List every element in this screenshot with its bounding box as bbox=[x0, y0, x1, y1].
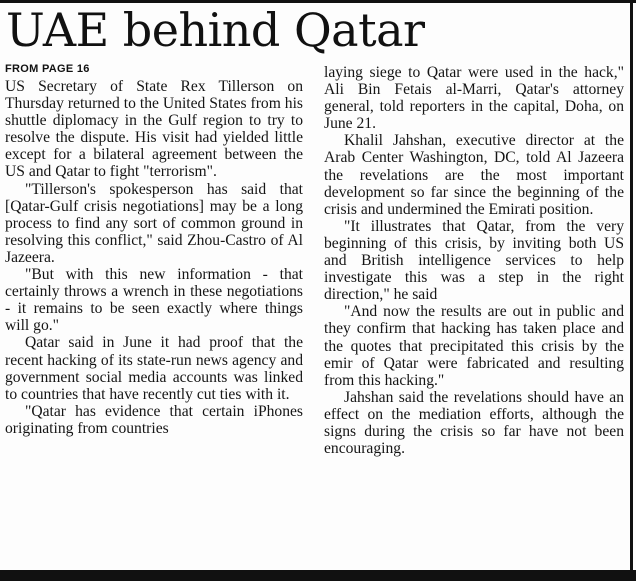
paragraph: Khalil Jahshan, executive director at the Arab Center Washington, DC, told Al Jazeera the revelations are the most important development so far since the beginning of the crisis and undermined the Emirati position. bbox=[324, 132, 624, 218]
continuation-kicker: FROM PAGE 16 bbox=[5, 63, 90, 75]
paragraph: "But with this new information - that certainly throws a wrench in these negotiations - it remains to be seen exactly where things will go." bbox=[5, 266, 303, 335]
paragraph: "And now the results are out in public and they confirm that hacking has taken place and the quotes that precipitated this crisis by the emir of Qatar were fabricated and resulting from this hacking." bbox=[324, 303, 624, 389]
paragraph: "It illustrates that Qatar, from the very beginning of this crisis, by inviting both US and British intelligence services to help investigate this was a step in the right direction," he said bbox=[324, 217, 624, 304]
paragraph: Qatar said in June it had proof that the recent hacking of its state-run news agency and government social media accounts was linked to countries that have recently cut ties with it. bbox=[5, 334, 303, 403]
headline: UAE behind Qatar bbox=[6, 3, 425, 57]
paragraph: laying siege to Qatar were used in the hack," Ali Bin Fetais al-Marri, Qatar's attorney general, told reporters in the capital, Doha, on June 21. bbox=[324, 64, 624, 133]
paragraph: Jahshan said the revelations should have an effect on the mediation efforts, although the signs during the crisis so far have not been encouraging. bbox=[324, 388, 624, 458]
right-border-rule bbox=[630, 0, 633, 581]
left-column bbox=[5, 62, 303, 437]
paragraph: "Tillerson's spokesperson has said that [Qatar-Gulf crisis negotiations] may be a long process to find any sort of common ground in resolving this conflict," said Zhou-Castro of Al Jazeera. bbox=[5, 180, 303, 266]
paragraph: US Secretary of State Rex Tillerson on Thursday returned to the United States from his shuttle diplomacy in the Gulf region to try to resolve the dispute. His visit had yielded little except for a bilateral agreement between the US and Qatar to fight "terrorism". bbox=[5, 78, 303, 181]
paragraph: "Qatar has evidence that certain iPhones originating from countries bbox=[5, 402, 303, 437]
right-column bbox=[324, 62, 624, 457]
bottom-border-rule bbox=[0, 570, 636, 581]
